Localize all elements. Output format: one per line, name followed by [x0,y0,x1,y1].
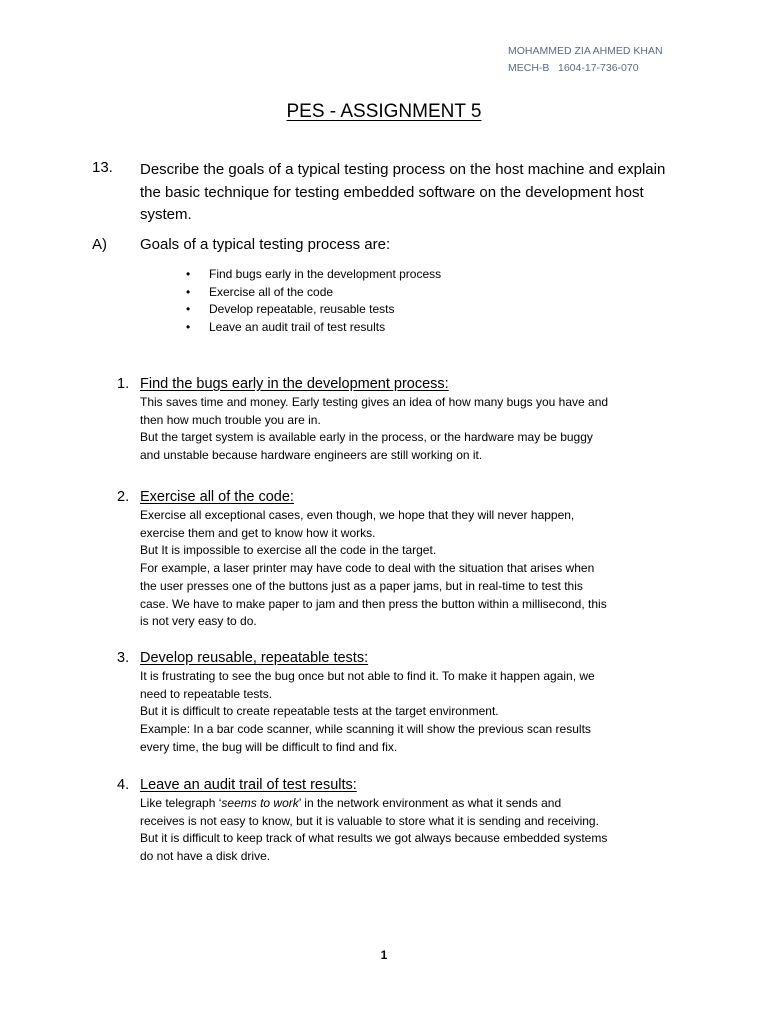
page-number: 1 [380,948,388,962]
section-number: 3. [117,650,130,666]
body-line: is not very easy to do. [140,614,257,629]
quoted-phrase: seems to work [221,796,299,810]
body-line: It is frustrating to see the bug once but not able to find it. To make it happen again, we [140,669,595,683]
body-line: Exercise all exceptional cases, even though, we hope that they will never happen, [140,508,575,522]
body-text: Like telegraph ‘ [140,796,222,810]
body-line: receives is not easy to know, but it is valuable to store what it is sending and receiving. [140,813,599,828]
section-repeatable-tests [117,648,657,757]
list-item: • Find bugs early in the development process [186,266,441,284]
author-header [508,43,663,77]
section-exercise-code [117,487,657,631]
section-number: 4. [117,777,130,793]
section-number: 2. [117,489,130,505]
body-line: and unstable because hardware engineers are still working on it. [140,448,483,463]
author-details [508,60,663,77]
body-line: But It is impossible to exercise all the code in the target. [140,543,437,558]
body-line: case. We have to make paper to jam and then press the button within a millisecond, this [140,596,607,611]
author-roll-number: 1604-17-736-070 [558,62,639,74]
body-text: ’ in the network environment as what it sends and [298,796,562,810]
body-line: every time, the bug will be difficult to find and fix. [140,739,398,754]
body-line: But the target system is available early in the process, or the hardware may be buggy [140,430,593,445]
body-line: need to repeatable tests. [140,686,273,701]
section-find-bugs [117,374,657,465]
author-name: MOHAMMED ZIA AHMED KHAN [508,45,663,57]
body-line: do not have a disk drive. [140,849,271,864]
section-title: Leave an audit trail of test results: [140,777,357,793]
goals-list [186,266,441,337]
section-title: Find the bugs early in the development process: [140,376,449,392]
body-line: exercise them and get to know how it works. [140,525,376,540]
section-title: Develop reusable, repeatable tests: [140,650,369,666]
section-body [140,507,657,631]
section-heading [117,487,657,507]
body-line: the user presses one of the buttons just as a paper jams, but in real-time to test this [140,578,583,593]
question-number: 13. [92,159,113,176]
author-dept: MECH-B [508,62,550,74]
answer-label: A) [92,236,107,253]
answer-heading: Goals of a typical testing process are: [140,236,391,253]
section-heading [117,775,657,795]
page-title: PES - ASSIGNMENT 5 [286,101,482,122]
question-text: Describe the goals of a typical testing process on the host machine and explain the basic technique for testing embedded software on the development host system. [140,161,666,223]
section-title: Exercise all of the code: [140,489,294,505]
body-line [140,795,657,813]
body-line: then how much trouble you are in. [140,412,321,427]
body-line: This saves time and money. Early testing gives an idea of how many bugs you have and [140,395,609,409]
section-audit-trail [117,775,657,866]
section-body [140,394,657,465]
list-item: • Develop repeatable, reusable tests [186,301,441,319]
body-line: For example, a laser printer may have code to deal with the situation that arises when [140,561,595,576]
section-heading [117,648,657,668]
body-line: But it is difficult to keep track of what results we got always because embedded systems [140,831,608,846]
section-body [140,668,657,757]
section-number: 1. [117,376,130,392]
section-heading [117,374,657,394]
body-line: Example: In a bar code scanner, while scanning it will show the previous scan results [140,722,591,737]
body-line: But it is difficult to create repeatable tests at the target environment. [140,704,499,719]
list-item: • Leave an audit trail of test results [186,319,441,337]
section-body [140,795,657,866]
list-item: • Exercise all of the code [186,284,441,302]
